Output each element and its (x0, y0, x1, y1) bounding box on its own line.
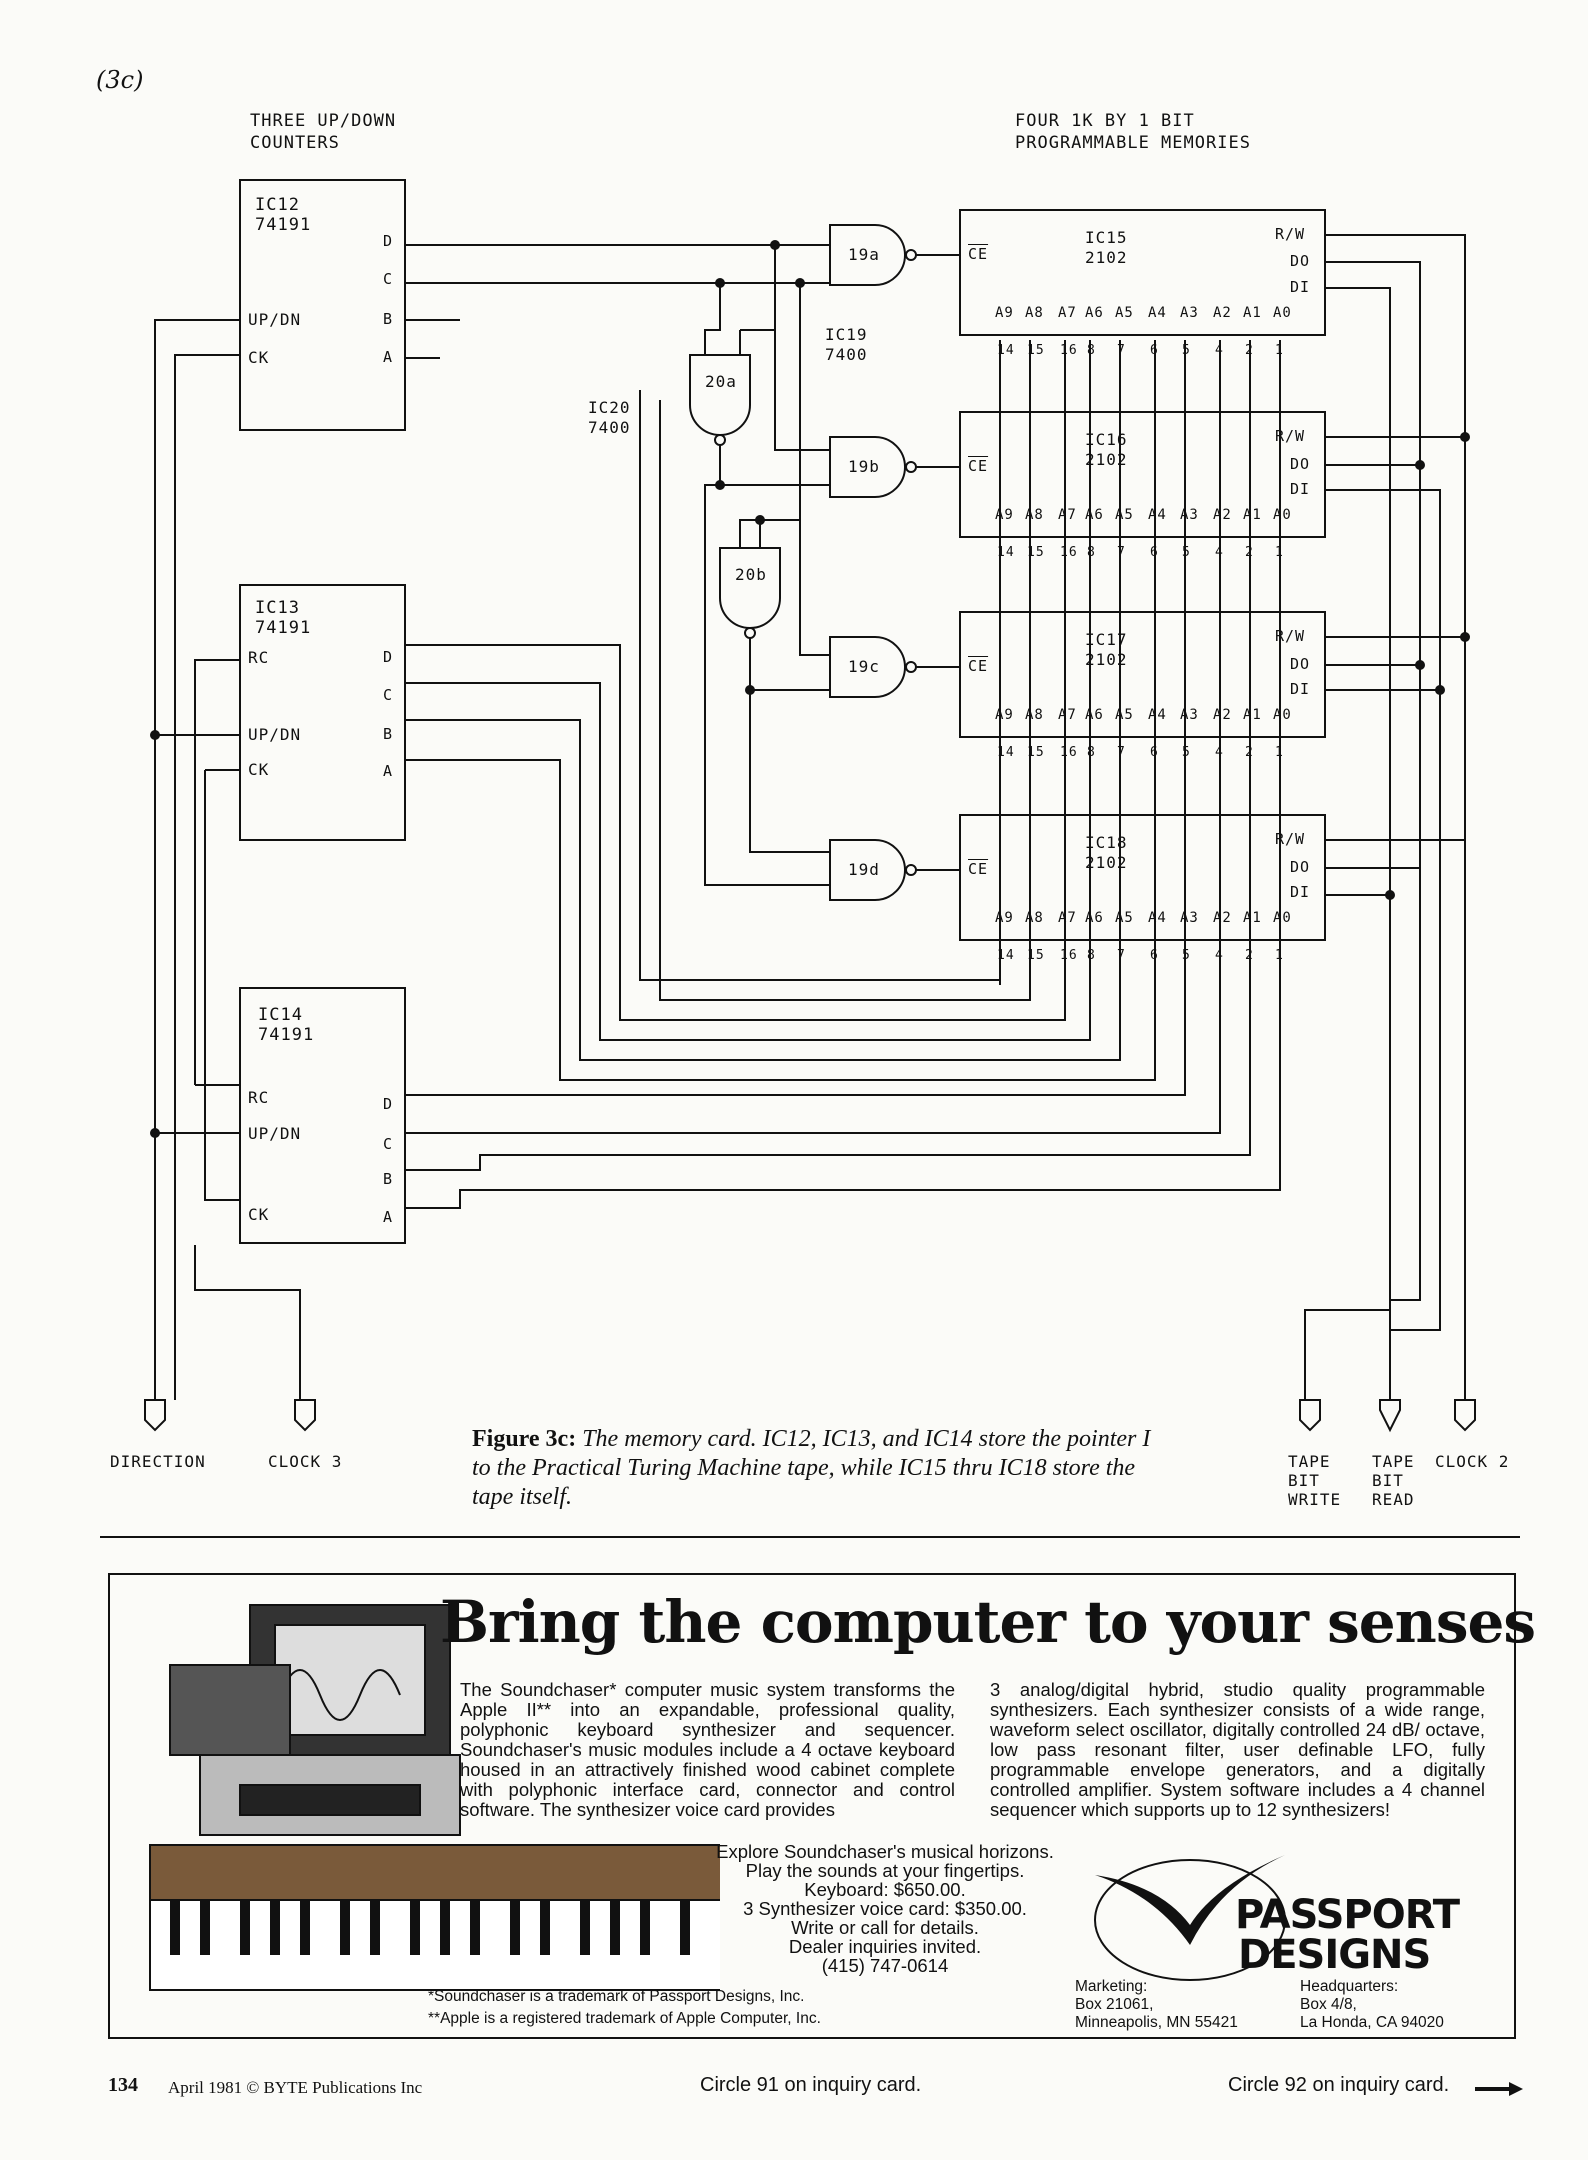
address-label: A4 (1148, 910, 1167, 926)
ic15-do: DO (1290, 252, 1311, 270)
ic16-do: DO (1290, 455, 1311, 473)
address-label: A9 (995, 305, 1014, 321)
headquarters-address: Headquarters: Box 4/8, La Honda, CA 94020 (1300, 1978, 1444, 2031)
address-label: A6 (1085, 507, 1104, 523)
ic15-rw: R/W (1275, 225, 1306, 243)
gate-19a-label: 19a (848, 245, 880, 264)
ic13-rc: RC (248, 648, 270, 667)
direction-terminal (145, 1400, 165, 1430)
address-pin-number: 5 (1182, 343, 1191, 358)
ic12-label: IC12 74191 (255, 195, 312, 235)
address-label: A2 (1213, 507, 1232, 523)
address-label: A0 (1273, 707, 1292, 723)
ic17-ce: $\overline{CE}$ (968, 657, 989, 675)
address-label: A6 (1085, 305, 1104, 321)
tape-bit-write-label: TAPE BIT WRITE (1288, 1452, 1342, 1509)
address-label: A3 (1180, 707, 1199, 723)
ic14-updn: UP/DN (248, 1124, 302, 1143)
ic13-b: B (383, 725, 394, 743)
ic18-do: DO (1290, 858, 1311, 876)
ic18-label: IC18 2102 (1085, 833, 1128, 872)
address-label: A6 (1085, 910, 1104, 926)
address-label: A7 (1058, 507, 1077, 523)
memory-ic15-box (960, 210, 1325, 335)
ic12-a: A (383, 348, 394, 366)
address-label: A7 (1058, 305, 1077, 321)
ic14-b: B (383, 1170, 394, 1188)
clock2-terminal (1455, 1400, 1475, 1430)
ic13-a: A (383, 762, 394, 780)
figure-tag: (3c) (96, 66, 144, 94)
address-pin-number: 5 (1182, 948, 1191, 963)
ad-center-text: Explore Soundchaser's musical horizons. Play the sounds at your fingertips. Keyboard: $650.00. 3 Synthesizer voice card: $350.00. Write or call for details. Dealer inquiries invited. (415) 747-0614 (716, 1841, 1054, 1976)
address-label: A4 (1148, 305, 1167, 321)
ic13-updn: UP/DN (248, 725, 302, 744)
address-pin-number: 7 (1117, 343, 1126, 358)
marketing-address: Marketing: Box 21061, Minneapolis, MN 55421 (1075, 1978, 1238, 2031)
ic15-ce: $\overline{CE}$ (968, 245, 989, 263)
page-number: 134 (108, 2074, 138, 2096)
address-label: A1 (1243, 507, 1262, 523)
ic14-ck: CK (248, 1205, 270, 1224)
address-label: A8 (1025, 305, 1044, 321)
address-ticks (1000, 340, 1280, 985)
address-pin-number: 15 (1027, 343, 1045, 358)
address-pin-number: 2 (1245, 948, 1254, 963)
address-label: A0 (1273, 305, 1292, 321)
address-label: A1 (1243, 305, 1262, 321)
trademark-2: **Apple is a registered trademark of Apple Computer, Inc. (428, 2010, 821, 2027)
address-label: A9 (995, 507, 1014, 523)
address-label: A4 (1148, 507, 1167, 523)
address-label: A8 (1025, 910, 1044, 926)
header-counters: THREE UP/DOWN COUNTERS (250, 111, 397, 153)
ic12-ck: CK (248, 348, 270, 367)
figure-caption: Figure 3c: The memory card. IC12, IC13, and IC14 store the pointer I to the Practical Turing Machine tape, while IC15 thru IC18 store the tape itself. (472, 1426, 1151, 1510)
gate-19c-label: 19c (848, 657, 880, 676)
tape-bit-read-label: TAPE BIT READ (1372, 1452, 1415, 1509)
ic17-do: DO (1290, 655, 1311, 673)
address-pin-number: 14 (997, 545, 1015, 560)
address-pin-number: 2 (1245, 745, 1254, 760)
ic12-d: D (383, 232, 394, 250)
passport-designs-wordmark: PASSPORT DESIGNS (1235, 1892, 1460, 1978)
trademark-1: *Soundchaser is a trademark of Passport Designs, Inc. (428, 1988, 805, 2005)
address-label: A1 (1243, 707, 1262, 723)
tape-bit-write-terminal (1300, 1400, 1320, 1430)
ic17-label: IC17 2102 (1085, 630, 1128, 669)
address-pin-number: 15 (1027, 545, 1045, 560)
address-pin-number: 8 (1087, 545, 1096, 560)
ic13-d: D (383, 648, 394, 666)
clock3-label: CLOCK 3 (268, 1452, 343, 1471)
address-pin-number: 14 (997, 948, 1015, 963)
address-pin-number: 6 (1150, 948, 1159, 963)
address-pin-number: 6 (1150, 545, 1159, 560)
address-pin-number: 1 (1275, 343, 1284, 358)
ic13-c: C (383, 686, 394, 704)
ic19-label: IC19 7400 (825, 325, 868, 364)
address-pin-number: 4 (1215, 343, 1224, 358)
page-divider (100, 1536, 1520, 1538)
address-label: A7 (1058, 910, 1077, 926)
address-label: A5 (1115, 910, 1134, 926)
address-pin-number: 14 (997, 745, 1015, 760)
gate-19b-label: 19b (848, 457, 880, 476)
ic17-rw: R/W (1275, 627, 1306, 645)
ic18-di: DI (1290, 883, 1311, 901)
address-pin-number: 16 (1060, 545, 1078, 560)
clock2-label: CLOCK 2 (1435, 1452, 1510, 1471)
address-pin-number: 5 (1182, 745, 1191, 760)
issue-line: April 1981 © BYTE Publications Inc (168, 2078, 423, 2097)
address-label: A2 (1213, 707, 1232, 723)
memory-ic16-box (960, 412, 1325, 537)
ad-column-1: The Soundchaser* computer music system transforms the Apple II** into an expandable, professional quality, polyphonic keyboard synthesizer and sequencer. Soundchaser's music modules include a 4 octave keyboard housed in an attractively finished wood cabinet complete with polyphonic interface card, connector and control software. The synthesizer voice card provides (460, 1679, 955, 1820)
ad-headline: Bring the computer to your senses (440, 1588, 1536, 1656)
address-pin-number: 1 (1275, 948, 1284, 963)
ic16-label: IC16 2102 (1085, 430, 1128, 469)
clock3-terminal (295, 1400, 315, 1430)
ic12-c: C (383, 270, 394, 288)
address-pin-number: 6 (1150, 343, 1159, 358)
address-label: A6 (1085, 707, 1104, 723)
address-pin-number: 15 (1027, 745, 1045, 760)
ad-column-2: 3 analog/digital hybrid, studio quality programmable synthesizers. Each synthesizer consists of a wide range, waveform select oscillator, digitally controlled 24 dB/ octave, low pass resonant filter, user definable LFO, fully programmable envelope generators, and a digitally controlled amplifier. System software includes a 4 channel sequencer which supports up to 12 synthesizers! (990, 1679, 1485, 1820)
ic18-ce: $\overline{CE}$ (968, 860, 989, 878)
ic17-di: DI (1290, 680, 1311, 698)
gate-20b (720, 548, 780, 628)
address-pin-number: 4 (1215, 948, 1224, 963)
address-label: A5 (1115, 305, 1134, 321)
ic14-label: IC14 74191 (258, 1005, 315, 1045)
address-label: A5 (1115, 507, 1134, 523)
address-label: A3 (1180, 507, 1199, 523)
address-label: A2 (1213, 910, 1232, 926)
address-pin-number: 1 (1275, 545, 1284, 560)
address-label: A3 (1180, 305, 1199, 321)
circle-92: Circle 92 on inquiry card. (1228, 2074, 1450, 2096)
address-label: A4 (1148, 707, 1167, 723)
address-label: A0 (1273, 910, 1292, 926)
address-pin-number: 8 (1087, 745, 1096, 760)
direction-label: DIRECTION (110, 1452, 206, 1471)
ic16-ce: $\overline{CE}$ (968, 457, 989, 475)
ic13-ck: CK (248, 760, 270, 779)
ic15-label: IC15 2102 (1085, 228, 1128, 267)
circle-91: Circle 91 on inquiry card. (700, 2074, 922, 2096)
gate-20b-label: 20b (735, 565, 767, 584)
address-pin-number: 16 (1060, 343, 1078, 358)
address-label: A8 (1025, 707, 1044, 723)
address-label: A7 (1058, 707, 1077, 723)
address-label: A2 (1213, 305, 1232, 321)
address-label: A9 (995, 707, 1014, 723)
address-pin-number: 8 (1087, 948, 1096, 963)
address-pin-number: 16 (1060, 948, 1078, 963)
address-pin-number: 14 (997, 343, 1015, 358)
address-label: A5 (1115, 707, 1134, 723)
address-pin-number: 7 (1117, 745, 1126, 760)
tape-bit-read-terminal (1380, 1400, 1400, 1430)
address-pin-number: 1 (1275, 745, 1284, 760)
arrow-right-icon (1475, 2080, 1525, 2098)
memory-ic18-box (960, 815, 1325, 940)
address-pin-number: 2 (1245, 545, 1254, 560)
address-label: A0 (1273, 507, 1292, 523)
ic14-c: C (383, 1135, 394, 1153)
gate-20a (690, 355, 750, 435)
ic18-rw: R/W (1275, 830, 1306, 848)
address-pin-number: 4 (1215, 745, 1224, 760)
address-label: A3 (1180, 910, 1199, 926)
address-pin-number: 7 (1117, 948, 1126, 963)
ic20-label: IC20 7400 (588, 398, 631, 437)
address-pin-number: 2 (1245, 343, 1254, 358)
address-pin-number: 5 (1182, 545, 1191, 560)
address-pin-number: 6 (1150, 745, 1159, 760)
ic13-label: IC13 74191 (255, 598, 312, 638)
address-pin-number: 7 (1117, 545, 1126, 560)
address-pin-number: 16 (1060, 745, 1078, 760)
ic14-a: A (383, 1208, 394, 1226)
header-memories: FOUR 1K BY 1 BIT PROGRAMMABLE MEMORIES (1015, 111, 1251, 153)
ic15-di: DI (1290, 278, 1311, 296)
address-label: A8 (1025, 507, 1044, 523)
address-pin-number: 15 (1027, 948, 1045, 963)
ic12-updn: UP/DN (248, 310, 302, 329)
gate-20a-label: 20a (705, 372, 737, 391)
address-pin-number: 4 (1215, 545, 1224, 560)
ic16-di: DI (1290, 480, 1311, 498)
address-pin-number: 8 (1087, 343, 1096, 358)
ic16-rw: R/W (1275, 427, 1306, 445)
address-label: A9 (995, 910, 1014, 926)
ic12-b: B (383, 310, 394, 328)
address-label: A1 (1243, 910, 1262, 926)
memory-ic17-box (960, 612, 1325, 737)
gate-19d-label: 19d (848, 860, 880, 879)
ic14-rc: RC (248, 1088, 270, 1107)
ic14-d: D (383, 1095, 394, 1113)
